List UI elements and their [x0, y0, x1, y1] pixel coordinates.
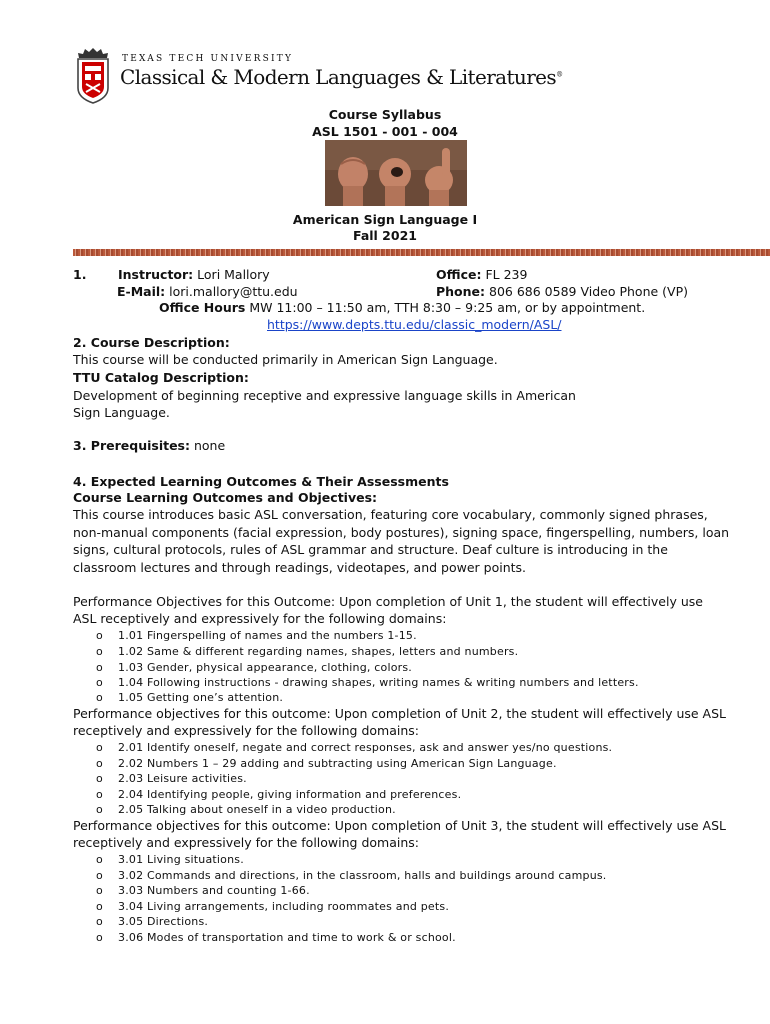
course-description-heading: 2. Course Description: [73, 335, 230, 350]
unit1-objectives-line: ASL receptively and expressively for the following domains: [73, 611, 447, 626]
catalog-description-line: Sign Language. [73, 405, 170, 420]
unit2-objectives-line: receptively and expressively for the following domains: [73, 723, 419, 738]
instructor-line: Instructor: Lori Mallory [118, 267, 270, 282]
list-item: o 2.02 Numbers 1 – 29 adding and subtracting using American Sign Language. [96, 757, 557, 770]
course-description-text: This course will be conducted primarily in American Sign Language. [73, 352, 498, 367]
course-outcomes-subheading: Course Learning Outcomes and Objectives: [73, 490, 378, 505]
unit3-objectives-line: receptively and expressively for the following domains: [73, 835, 419, 850]
department-name: Classical & Modern Languages & Literatures® [120, 65, 563, 89]
prerequisites-line: 3. Prerequisites: none [73, 438, 226, 453]
learning-outcomes-heading: 4. Expected Learning Outcomes & Their Assessments [73, 474, 449, 489]
list-item: o 1.01 Fingerspelling of names and the numbers 1-15. [96, 629, 417, 642]
syllabus-title: Course Syllabus [328, 107, 442, 122]
semester: Fall 2021 [353, 228, 417, 243]
list-item: o 2.04 Identifying people, giving information and preferences. [96, 788, 462, 801]
department-link[interactable]: https://www.depts.ttu.edu/classic_modern/ASL/ [267, 317, 562, 332]
list-item: o 1.02 Same & different regarding names, shapes, letters and numbers. [96, 645, 519, 658]
catalog-description-line: Development of beginning receptive and expressive language skills in American [73, 388, 576, 403]
list-item: o 3.01 Living situations. [96, 853, 244, 866]
office-line: Office: FL 239 [436, 267, 528, 282]
ttu-seal-logo [73, 46, 113, 104]
list-item: o 1.05 Getting one’s attention. [96, 691, 284, 704]
outcomes-paragraph-line: This course introduces basic ASL conversation, featuring core vocabulary, commonly signed phrases, [73, 507, 708, 522]
unit1-objectives-line: Performance Objectives for this Outcome: Upon completion of Unit 1, the student will effectively use [73, 594, 703, 609]
unit2-objectives-line: Performance objectives for this outcome: Upon completion of Unit 2, the student will effectively use ASL [73, 706, 726, 721]
list-item: o 2.01 Identify oneself, negate and correct responses, ask and answer yes/no questions. [96, 741, 613, 754]
list-item: o 2.05 Talking about oneself in a video production. [96, 803, 396, 816]
course-code: ASL 1501 - 001 - 004 [312, 124, 458, 139]
list-item: o 1.04 Following instructions - drawing shapes, writing names & writing numbers and letters. [96, 676, 639, 689]
university-name: TEXAS TECH UNIVERSITY [122, 54, 294, 64]
list-item: o 3.02 Commands and directions, in the classroom, halls and buildings around campus. [96, 869, 607, 882]
list-item: o 1.03 Gender, physical appearance, clothing, colors. [96, 661, 413, 674]
unit3-objectives-line: Performance objectives for this outcome: Upon completion of Unit 3, the student will effectively use ASL [73, 818, 726, 833]
list-item: o 2.03 Leisure activities. [96, 772, 247, 785]
decorative-divider [73, 249, 770, 256]
list-item: o 3.04 Living arrangements, including roommates and pets. [96, 900, 450, 913]
section-number: 1. [73, 267, 87, 282]
catalog-description-heading: TTU Catalog Description: [73, 370, 249, 385]
asl-hands-photo [325, 140, 467, 206]
course-name: American Sign Language I [292, 212, 478, 227]
list-item: o 3.06 Modes of transportation and time to work & or school. [96, 931, 456, 944]
phone-line: Phone: 806 686 0589 Video Phone (VP) [436, 284, 688, 299]
list-item: o 3.03 Numbers and counting 1-66. [96, 884, 310, 897]
outcomes-paragraph-line: signs, cultural protocols, rules of ASL grammar and structure. Deaf culture is introducing in the [73, 542, 668, 557]
email-line: E-Mail: lori.mallory@ttu.edu [117, 284, 298, 299]
outcomes-paragraph-line: classroom lectures and through readings, videotapes, and power points. [73, 560, 527, 575]
list-item: o 3.05 Directions. [96, 915, 209, 928]
outcomes-paragraph-line: non-manual components (facial expression, body postures), signing space, fingerspelling, numbers, loan [73, 525, 730, 540]
office-hours-line: Office Hours MW 11:00 – 11:50 am, TTH 8:30 – 9:25 am, or by appointment. [159, 300, 646, 315]
